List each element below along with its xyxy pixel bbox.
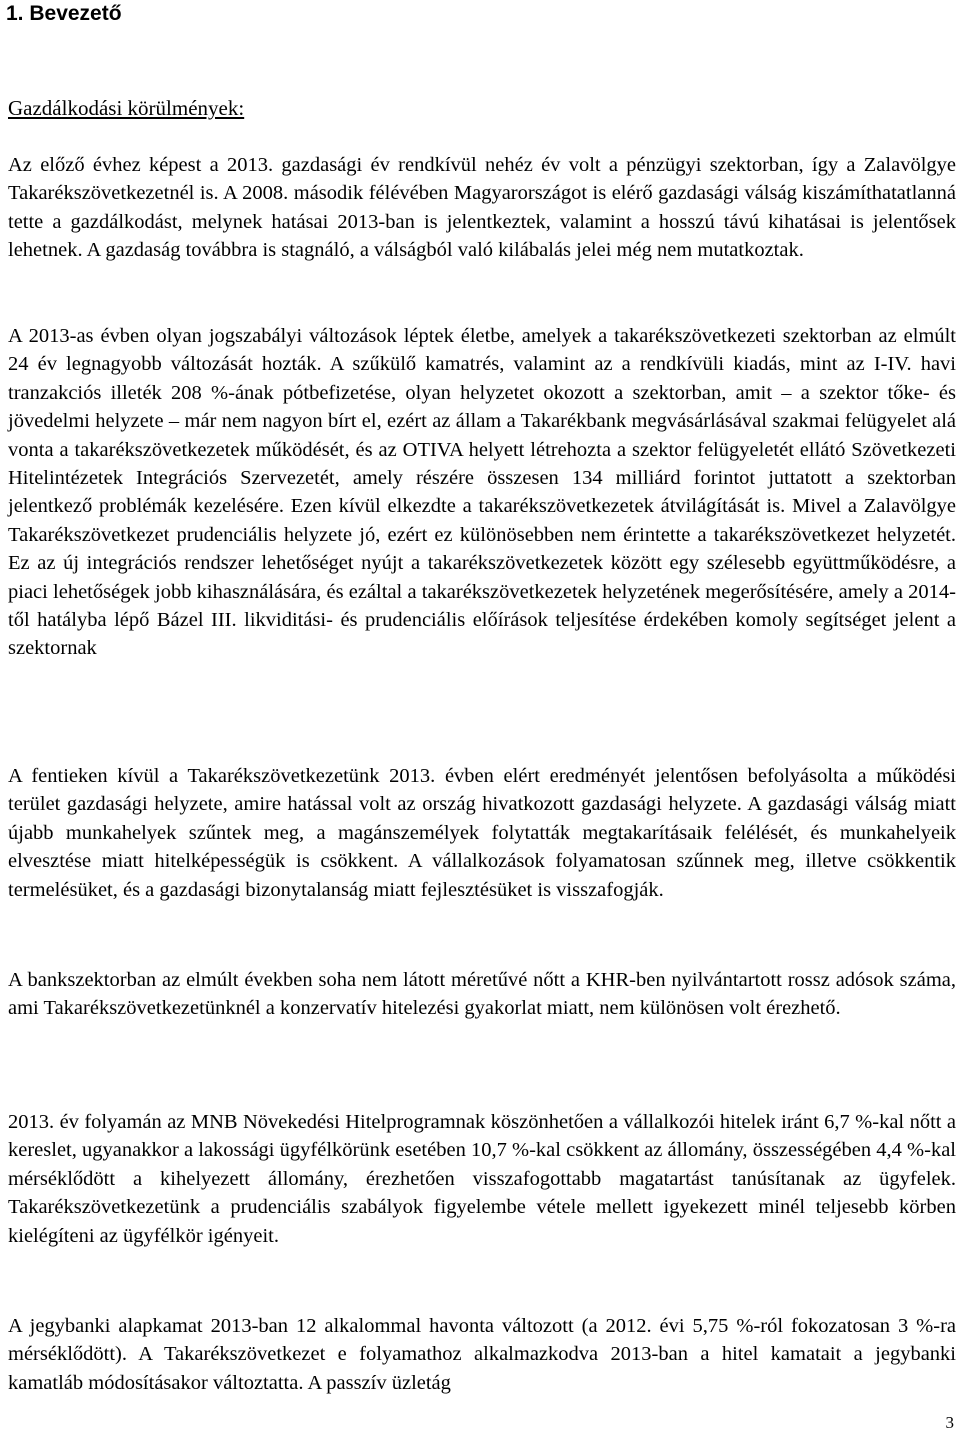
subsection-heading: Gazdálkodási körülmények: xyxy=(8,96,245,120)
section-heading: 1. Bevezető xyxy=(6,2,122,25)
paragraph-regulatory-changes: A 2013-as évben olyan jogszabályi változások léptek életbe, amelyek a takarékszövetkezeti szektorban az elmúlt 24 év legnagyobb változását hozták. A szűkülő kamatrés, valamint az a rendkívüli kiadás, mint az I-IV. havi tranzakciós illeték 208 %-ának pótbefizetése, olyan helyzetet okozott a szektorban, amit – a szektor tőke- és jövedelmi helyzete – már nem nagyon bírt el, ezért az állam a Takarékbank megvásárlásával szakmai felügyelet alá vonta a takarékszövetkezetek működését, és az OTIVA helyett létrehozta a szektor felügyeletét ellátó Szövetkezeti Hitelintézetek Integrációs Szervezetét, amely részére összesen 134 milliárd forintot juttatott a szektorban jelentkező problémák kezelésére. Ezen kívül elkezdte a takarékszövetkezetek átvilágítását is. Mivel a Zalavölgye Takarékszövetkezet prudenciális helyzete jó, ezért ez különösebben nem érintette a takarékszövetkezet helyzetét. Ez az új integrációs rendszer lehetőséget nyújt a takarékszövetkezetek között egy szélesebb együttműködésre, a piaci lehetőségek jobb kihasználására, és ezáltal a takarékszövetkezetek helyzetének megerősítésére, amely a 2014-től hatályba lépő Bázel III. likviditási- és prudenciális előírások teljesítése érdekében komoly segítséget jelent a szektornak xyxy=(8,325,956,660)
paragraph-lending-program: 2013. év folyamán az MNB Növekedési Hitelprogramnak köszönhetően a vállalkozói hitelek iránt 6,7 %-kal nőtt a kereslet, ugyanakkor a lakossági ügyfélkörünk esetében 10,7 %-kal csökkent az állomány, összességében 4,4 %-kal mérséklődött a kihelyezett állomány, érezhetően visszafogottabb magatartást tanúsítanak az ügyfelek. Takarékszövetkezetünk a prudenciális szabályok figyelembe vétele mellett igyekezett minél teljesebb körben kielégíteni az ügyfélkör igényeit. xyxy=(8,1111,956,1247)
paragraph-economic-environment: Az előző évhez képest a 2013. gazdasági év rendkívül nehéz év volt a pénzügyi szektorban, így a Zalavölgye Takarékszövetkezetnél is. A 2008. második félévében Magyarországot is elérő gazdasági válság kiszámíthatatlanná tette a gazdálkodást, melynek hatásai 2013-ban is jelentkeztek, valamint a hosszú távú kihatásai is jelentősek lehetnek. A gazdaság továbbra is stagnáló, a válságból való kilábalás jelei még nem mutatkoztak. xyxy=(8,154,956,262)
paragraph-base-rate: A jegybanki alapkamat 2013-ban 12 alkalommal havonta változott (a 2012. évi 5,75 %-ról fokozatosan 3 %-ra mérséklődött). A Takarékszövetkezet e folyamathoz alkalmazkodva 2013-ban a hitel kamatait a jegybanki kamatláb módosításakor változtatta. A passzív üzletág xyxy=(8,1315,956,1394)
page-number: 3 xyxy=(945,1413,954,1432)
paragraph-local-economy: A fentieken kívül a Takarékszövetkezetünk 2013. évben elért eredményét jelentősen befolyásolta a működési terület gazdasági helyzete, amire hatással volt az ország hivatkozott gazdasági helyzete. A gazdasági válság miatt újabb munkahelyek szűntek meg, a magánszemélyek folytatták megtakarításaik felélését, és munkahelyeik elvesztése miatt hitelképességük is csökkent. A vállalkozások folyamatosan szűnnek meg, illetve csökkentik termelésüket, és a gazdasági bizonytalanság miatt fejlesztésüket is visszafogják. xyxy=(8,765,956,901)
paragraph-bad-debtors: A bankszektorban az elmúlt években soha nem látott méretűvé nőtt a KHR-ben nyilvántartott rossz adósok száma, ami Takarékszövetkezetünknél a konzervatív hitelezési gyakorlat miatt, nem különösen volt érezhető. xyxy=(8,969,956,1020)
